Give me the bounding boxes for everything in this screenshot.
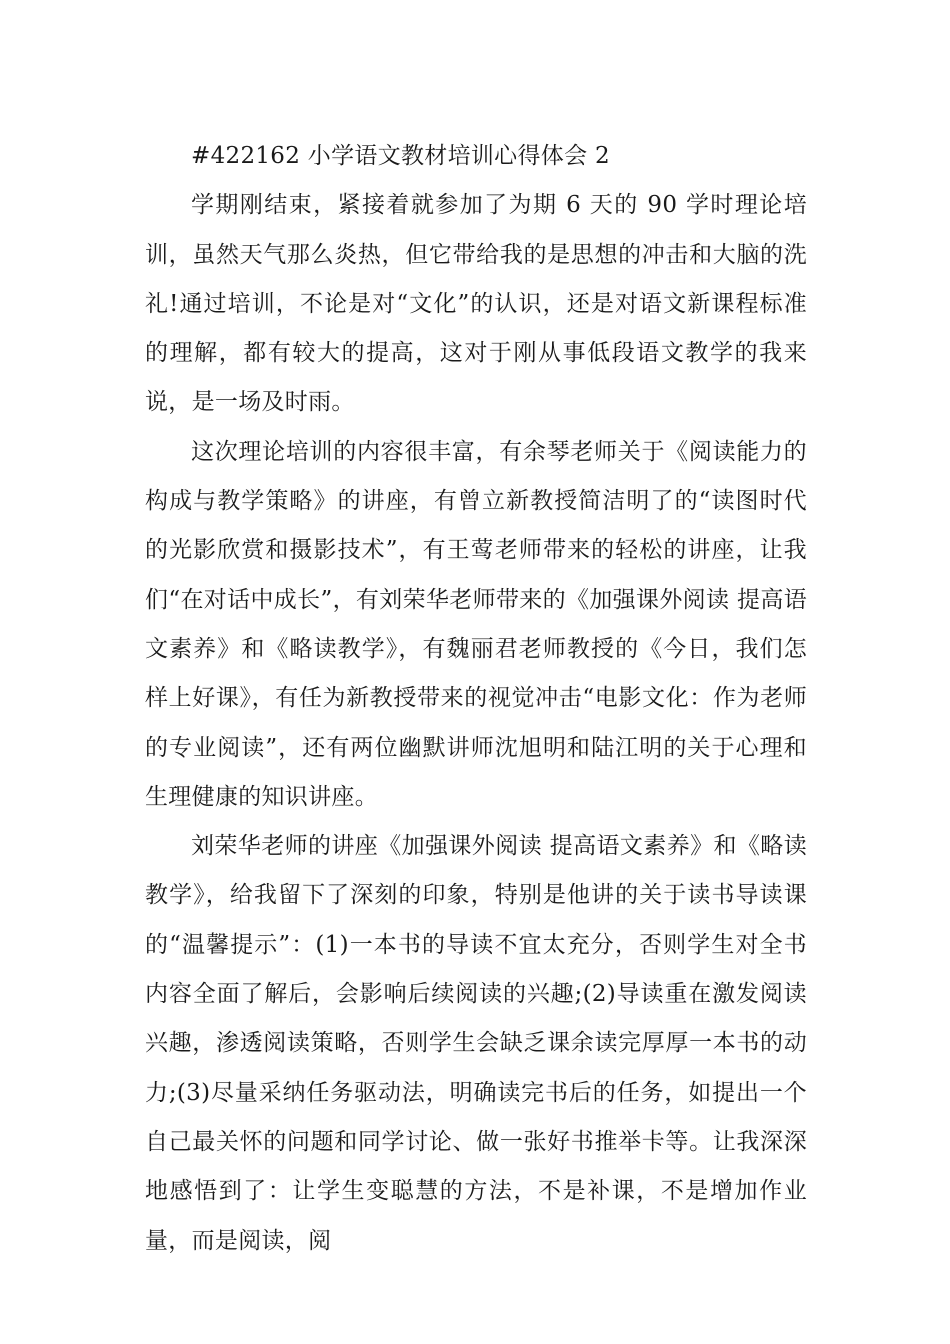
- paragraph-3: 刘荣华老师的讲座《加强课外阅读 提高语文素养》和《略读教学》，给我留下了深刻的印象，特别是他讲的关于读书导读课的“温馨提示”：(1)一本书的导读不宜太充分，否则学生对全书内容全面了解后，会影响后续阅读的兴趣;(2)导读重在激发阅读兴趣，渗透阅读策略，否则学生会缺乏课余读完厚厚一本书的动力;(3)尽量采纳任务驱动法，明确读完书后的任务，如提出一个自己最关怀的问题和同学讨论、做一张好书推举卡等。让我深深地感悟到了：让学生变聪慧的方法，不是补课，不是增加作业量，而是阅读，阅: [145, 833, 807, 1254]
- paragraph-1: 学期刚结束，紧接着就参加了为期 6 天的 90 学时理论培训，虽然天气那么炎热，但它带给我的是思想的冲击和大脑的洗礼!通过培训，不论是对“文化”的认识，还是对语文新课程标准的理解，都有较大的提高，这对于刚从事低段语文教学的我来说，是一场及时雨。: [145, 192, 807, 416]
- paragraph-2: 这次理论培训的内容很丰富，有余琴老师关于《阅读能力的构成与教学策略》的讲座，有曾立新教授简洁明了的“读图时代的光影欣赏和摄影技术”，有王莺老师带来的轻松的讲座，让我们“在对话中成长”，有刘荣华老师带来的《加强课外阅读 提高语文素养》和《略读教学》，有魏丽君老师教授的《今日，我们怎样上好课》，有任为新教授带来的视觉冲击“电影文化：作为老师的专业阅读”，还有两位幽默讲师沈旭明和陆江明的关于心理和生理健康的知识讲座。: [145, 438, 807, 810]
- document-heading: #422162 小学语文教材培训心得体会 2: [191, 143, 610, 169]
- document-body: [145, 132, 807, 1266]
